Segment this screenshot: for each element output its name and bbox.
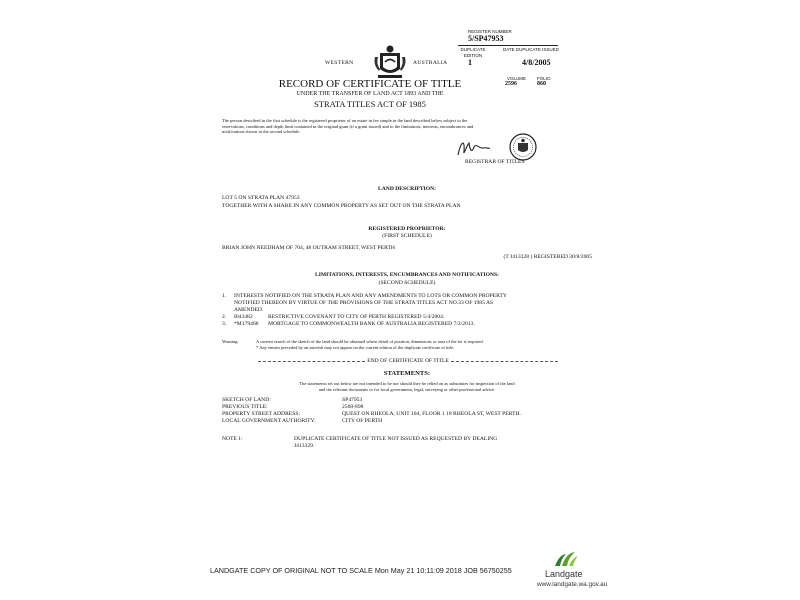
document-title: RECORD OF CERTIFICATE OF TITLE <box>278 78 462 90</box>
first-schedule-label: (FIRST SCHEDULE) <box>382 233 432 239</box>
list-item: 3. *M179468 MORTGAGE TO COMMONWEALTH BANK OF AUSTRALIA REGISTERED 7/2/2013. <box>222 321 475 327</box>
registrar-signature-icon <box>455 137 491 159</box>
intro-line-3: notifications shown in the second schedule. <box>222 129 301 134</box>
intro-line-1: The person described in the first schedule is the registered proprietor of an estate in fee simple in the land described below subject to the <box>222 118 468 123</box>
proprietor-name: BRIAN JOHN NEEDHAM OF 704, 48 OUTRAM STREET, WEST PERTH <box>222 245 395 251</box>
folio-value: 860 <box>537 81 546 87</box>
list-item: 1. INTERESTS NOTIFIED ON THE STRATA PLAN AND ANY AMENDMENTS TO LOTS OR COMMON PROPERTY <box>222 293 507 299</box>
land-line-2: TOGETHER WITH A SHARE IN ANY COMMON PROPERTY AS SET OUT ON THE STRATA PLAN <box>222 203 461 209</box>
footer-copy-notice: LANDGATE COPY OF ORIGINAL NOT TO SCALE Mon May 21 10:11:09 2018 JOB 56750255 <box>210 566 512 575</box>
register-rule <box>458 45 558 46</box>
western-label: WESTERN <box>325 60 354 66</box>
landgate-brand: Landgate <box>545 569 583 579</box>
end-of-certificate-label: END OF CERTIFICATE OF TITLE <box>367 358 449 364</box>
note-label: NOTE 1: <box>222 436 243 442</box>
list-item: 2. I043482 RESTRICTIVE COVENANT TO CITY OF PERTH REGISTERED 5/4/2004. <box>222 314 445 320</box>
volume-value: 2596 <box>505 81 517 87</box>
intro-line-2: reservations, conditions and depth limit contained in the original grant (if a grant issued) and to the limitations, interests, encumbrances and <box>222 123 474 129</box>
warning-text: A current search of the sketch of the land should be obtained where detail of position, dimensions or area of the lot is required. * Any entries preceded by an asterisk may not appear on the current edition of the duplicate certificate of title. <box>256 339 484 350</box>
australia-label: AUSTRALIA <box>413 60 448 66</box>
end-divider-left <box>258 361 365 362</box>
statements-intro: The statements set out below are not intended to be nor should they be relied on as substitutes for inspection of the land and the relevant documents or for local government, legal, surveying or other professional advice. <box>299 381 515 392</box>
limitations-heading: LIMITATIONS, INTERESTS, ENCUMBRANCES AND NOTIFICATIONS: <box>314 272 499 278</box>
land-description-heading: LAND DESCRIPTION: <box>378 186 436 192</box>
date-issued-label: DATE DUPLICATE ISSUED <box>503 47 559 52</box>
end-of-certificate <box>258 358 558 365</box>
document-subtitle-1: UNDER THE TRANSFER OF LAND ACT 1893 AND THE <box>296 91 444 97</box>
table-row: SKETCH OF LAND: SP47953 <box>222 397 363 403</box>
limitations-list <box>222 293 602 328</box>
official-seal-icon <box>508 132 538 162</box>
landgate-url[interactable]: www.landgate.wa.gov.au <box>537 581 608 588</box>
volume-label: VOLUME <box>507 76 527 81</box>
registered-proprietor-heading: REGISTERED PROPRIETOR: <box>368 226 446 232</box>
date-issued: 4/8/2005 <box>522 58 551 67</box>
document-subtitle-2: STRATA TITLES ACT OF 1985 <box>314 99 426 109</box>
folio-label: FOLIO <box>537 76 551 81</box>
statements-table <box>222 397 602 425</box>
second-schedule-label: (SECOND SCHEDULE) <box>378 280 436 286</box>
table-row: PROPERTY STREET ADDRESS: QUEST ON RHEOLA, UNIT 104, FLOOR 1 18 RHEOLA ST, WEST PERTH. <box>222 411 521 417</box>
list-item: AMENDED. <box>234 307 264 313</box>
landgate-logo-icon <box>553 551 579 567</box>
register-number-label: REGISTER NUMBER <box>468 29 512 34</box>
table-row: LOCAL GOVERNMENT AUTHORITY: CITY OF PERTH <box>222 418 383 424</box>
land-line-1: LOT 5 ON STRATA PLAN 47953 <box>222 195 300 201</box>
end-divider-right <box>451 361 558 362</box>
register-number: 5/SP47953 <box>468 34 504 43</box>
table-row: PREVIOUS TITLE: 2560-898 <box>222 404 364 410</box>
note-text: DUPLICATE CERTIFICATE OF TITLE NOT ISSUED AS REQUESTED BY DEALING J413329. <box>294 436 498 449</box>
statements-heading: STATEMENTS: <box>383 370 431 377</box>
warning-label: Warning: <box>222 339 239 344</box>
duplicate-edition: 1 <box>468 58 472 67</box>
coat-of-arms-icon <box>373 43 407 83</box>
duplicate-edition-label: DUPLICATE EDITION <box>460 47 486 58</box>
list-item: NOTIFIED THEREON BY VIRTUE OF THE PROVISIONS OF THE STRATA TITLES ACT NO.33 OF 1985 AS <box>234 300 494 306</box>
proprietor-registration: (T J413328 ) REGISTERED 30/8/2005 <box>503 254 592 260</box>
registrar-label: REGISTRAR OF TITLES <box>465 159 525 165</box>
